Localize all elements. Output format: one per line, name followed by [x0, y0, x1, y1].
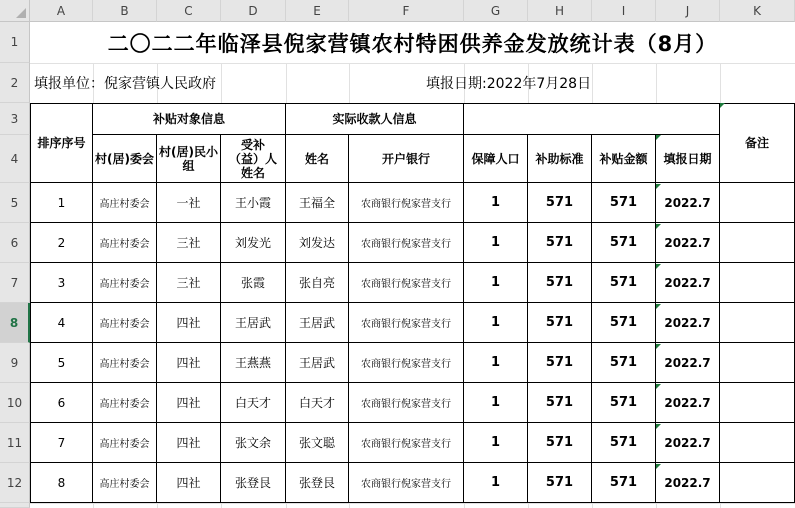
date-cell[interactable]: 2022.7: [656, 263, 720, 303]
date-cell[interactable]: 2022.7: [656, 463, 720, 503]
column-header-A[interactable]: A: [30, 0, 93, 22]
remark-cell[interactable]: [720, 223, 795, 263]
team-cell[interactable]: 一社: [157, 183, 221, 223]
remark-cell[interactable]: [720, 183, 795, 223]
fill-unit-cell[interactable]: 填报单位：倪家营镇人民政府: [34, 76, 216, 92]
population-cell[interactable]: 1: [464, 223, 528, 263]
row-header-3[interactable]: 3: [0, 103, 30, 135]
date-cell[interactable]: 2022.7: [656, 223, 720, 263]
bank-cell[interactable]: 农商银行倪家营支行: [349, 343, 464, 383]
standard-cell[interactable]: 571: [528, 463, 592, 503]
column-header-F[interactable]: F: [349, 0, 464, 22]
header-subsidy-group[interactable]: 补贴对象信息: [93, 103, 286, 135]
standard-cell[interactable]: 571: [528, 263, 592, 303]
header-bank[interactable]: 开户银行: [349, 135, 464, 183]
column-header-K[interactable]: K: [720, 0, 795, 22]
standard-cell[interactable]: 571: [528, 383, 592, 423]
population-cell[interactable]: 1: [464, 463, 528, 503]
row-header-10[interactable]: 10: [0, 383, 30, 423]
amount-cell[interactable]: 571: [592, 263, 656, 303]
header-population[interactable]: 保障人口: [464, 135, 528, 183]
bank-cell[interactable]: 农商银行倪家营支行: [349, 463, 464, 503]
select-all-corner[interactable]: [0, 0, 30, 22]
population-cell[interactable]: 1: [464, 183, 528, 223]
committee-cell[interactable]: 高庄村委会: [93, 383, 157, 423]
recipient-name-cell[interactable]: 刘发达: [286, 223, 349, 263]
population-cell[interactable]: 1: [464, 423, 528, 463]
remark-cell[interactable]: [720, 383, 795, 423]
column-header-E[interactable]: E: [286, 0, 349, 22]
column-header-I[interactable]: I: [592, 0, 656, 22]
bank-cell[interactable]: 农商银行倪家营支行: [349, 223, 464, 263]
beneficiary-cell[interactable]: 白天才: [221, 383, 286, 423]
row-header-2[interactable]: 2: [0, 63, 30, 103]
error-flag-icon: [656, 264, 661, 269]
row-header-8[interactable]: 8: [0, 303, 30, 343]
beneficiary-cell[interactable]: 刘发光: [221, 223, 286, 263]
amount-cell[interactable]: 571: [592, 303, 656, 343]
committee-cell[interactable]: 高庄村委会: [93, 303, 157, 343]
seq-cell[interactable]: 2: [30, 223, 93, 263]
committee-cell[interactable]: 高庄村委会: [93, 423, 157, 463]
row-header-12[interactable]: 12: [0, 463, 30, 503]
standard-cell[interactable]: 571: [528, 423, 592, 463]
row-header-6[interactable]: 6: [0, 223, 30, 263]
seq-cell[interactable]: 7: [30, 423, 93, 463]
column-header-C[interactable]: C: [157, 0, 221, 22]
column-header-H[interactable]: H: [528, 0, 592, 22]
error-flag-icon: [656, 344, 661, 349]
seq-cell[interactable]: 5: [30, 343, 93, 383]
team-cell[interactable]: 三社: [157, 263, 221, 303]
row-header-partial: [0, 503, 30, 508]
column-header-D[interactable]: D: [221, 0, 286, 22]
seq-cell[interactable]: 1: [30, 183, 93, 223]
date-cell[interactable]: 2022.7: [656, 383, 720, 423]
recipient-name-cell[interactable]: 王福全: [286, 183, 349, 223]
header-date[interactable]: 填报日期: [656, 135, 720, 183]
recipient-name-cell[interactable]: 张登艮: [286, 463, 349, 503]
row-header-4[interactable]: 4: [0, 135, 30, 183]
beneficiary-cell[interactable]: 张文余: [221, 423, 286, 463]
committee-cell[interactable]: 高庄村委会: [93, 183, 157, 223]
population-cell[interactable]: 1: [464, 303, 528, 343]
row-header-1[interactable]: 1: [0, 22, 30, 63]
team-cell[interactable]: 四社: [157, 463, 221, 503]
header-team[interactable]: 村(居)民小组: [157, 135, 221, 183]
comment-flag-icon: [720, 103, 725, 108]
beneficiary-cell[interactable]: 王小霞: [221, 183, 286, 223]
team-cell[interactable]: 三社: [157, 223, 221, 263]
standard-cell[interactable]: 571: [528, 183, 592, 223]
recipient-name-cell[interactable]: 王居武: [286, 303, 349, 343]
select-all-triangle-icon: [16, 8, 26, 18]
header-recipient-group[interactable]: 实际收款人信息: [286, 103, 464, 135]
date-cell[interactable]: 2022.7: [656, 423, 720, 463]
header-committee[interactable]: 村(居)委会: [93, 135, 157, 183]
gridline-h: [30, 503, 795, 504]
standard-cell[interactable]: 571: [528, 343, 592, 383]
remark-cell[interactable]: [720, 263, 795, 303]
header-amount[interactable]: 补贴金额: [592, 135, 656, 183]
committee-cell[interactable]: 高庄村委会: [93, 463, 157, 503]
committee-cell[interactable]: 高庄村委会: [93, 263, 157, 303]
amount-cell[interactable]: 571: [592, 183, 656, 223]
amount-cell[interactable]: 571: [592, 223, 656, 263]
error-flag-icon: [656, 224, 661, 229]
committee-cell[interactable]: 高庄村委会: [93, 223, 157, 263]
bank-cell[interactable]: 农商银行倪家营支行: [349, 183, 464, 223]
committee-cell[interactable]: 高庄村委会: [93, 343, 157, 383]
fill-date-cell[interactable]: 填报日期:2022年7月28日: [426, 76, 592, 92]
team-cell[interactable]: 四社: [157, 303, 221, 343]
team-cell[interactable]: 四社: [157, 383, 221, 423]
header-empty-group[interactable]: [464, 103, 720, 135]
seq-cell[interactable]: 4: [30, 303, 93, 343]
error-flag-icon: [656, 424, 661, 429]
header-standard[interactable]: 补助标准: [528, 135, 592, 183]
population-cell[interactable]: 1: [464, 263, 528, 303]
beneficiary-cell[interactable]: 张登艮: [221, 463, 286, 503]
header-remark[interactable]: 备注: [720, 103, 795, 183]
recipient-name-cell[interactable]: 白天才: [286, 383, 349, 423]
standard-cell[interactable]: 571: [528, 303, 592, 343]
column-header-J[interactable]: J: [656, 0, 720, 22]
amount-cell[interactable]: 571: [592, 463, 656, 503]
amount-cell[interactable]: 571: [592, 343, 656, 383]
seq-cell[interactable]: 3: [30, 263, 93, 303]
row-header-9[interactable]: 9: [0, 343, 30, 383]
remark-cell[interactable]: [720, 303, 795, 343]
table-title[interactable]: 二〇二二年临泽县倪家营镇农村特困供养金发放统计表（8月）: [30, 22, 795, 63]
recipient-name-cell[interactable]: 张文聪: [286, 423, 349, 463]
bank-cell[interactable]: 农商银行倪家营支行: [349, 303, 464, 343]
standard-cell[interactable]: 571: [528, 223, 592, 263]
beneficiary-cell[interactable]: 王燕燕: [221, 343, 286, 383]
date-cell[interactable]: 2022.7: [656, 183, 720, 223]
remark-cell[interactable]: [720, 343, 795, 383]
column-header-G[interactable]: G: [464, 0, 528, 22]
bank-cell[interactable]: 农商银行倪家营支行: [349, 383, 464, 423]
error-flag-icon: [656, 384, 661, 389]
recipient-name-cell[interactable]: 王居武: [286, 343, 349, 383]
error-flag-icon: [656, 304, 661, 309]
header-beneficiary[interactable]: 受补（益）人姓名: [221, 135, 286, 183]
team-cell[interactable]: 四社: [157, 423, 221, 463]
remark-cell[interactable]: [720, 463, 795, 503]
error-flag-icon: [656, 184, 661, 189]
recipient-name-cell[interactable]: 张自亮: [286, 263, 349, 303]
seq-cell[interactable]: 8: [30, 463, 93, 503]
beneficiary-cell[interactable]: 张霞: [221, 263, 286, 303]
population-cell[interactable]: 1: [464, 343, 528, 383]
team-cell[interactable]: 四社: [157, 343, 221, 383]
remark-cell[interactable]: [720, 423, 795, 463]
date-cell[interactable]: 2022.7: [656, 303, 720, 343]
seq-cell[interactable]: 6: [30, 383, 93, 423]
beneficiary-cell[interactable]: 王居武: [221, 303, 286, 343]
column-header-B[interactable]: B: [93, 0, 157, 22]
error-flag-icon: [656, 135, 661, 140]
header-name[interactable]: 姓名: [286, 135, 349, 183]
date-cell[interactable]: 2022.7: [656, 343, 720, 383]
error-flag-icon: [656, 464, 661, 469]
row-header-11[interactable]: 11: [0, 423, 30, 463]
row-header-5[interactable]: 5: [0, 183, 30, 223]
amount-cell[interactable]: 571: [592, 423, 656, 463]
row-header-7[interactable]: 7: [0, 263, 30, 303]
bank-cell[interactable]: 农商银行倪家营支行: [349, 423, 464, 463]
population-cell[interactable]: 1: [464, 383, 528, 423]
amount-cell[interactable]: 571: [592, 383, 656, 423]
bank-cell[interactable]: 农商银行倪家营支行: [349, 263, 464, 303]
header-seq[interactable]: 排序序号: [30, 103, 93, 183]
